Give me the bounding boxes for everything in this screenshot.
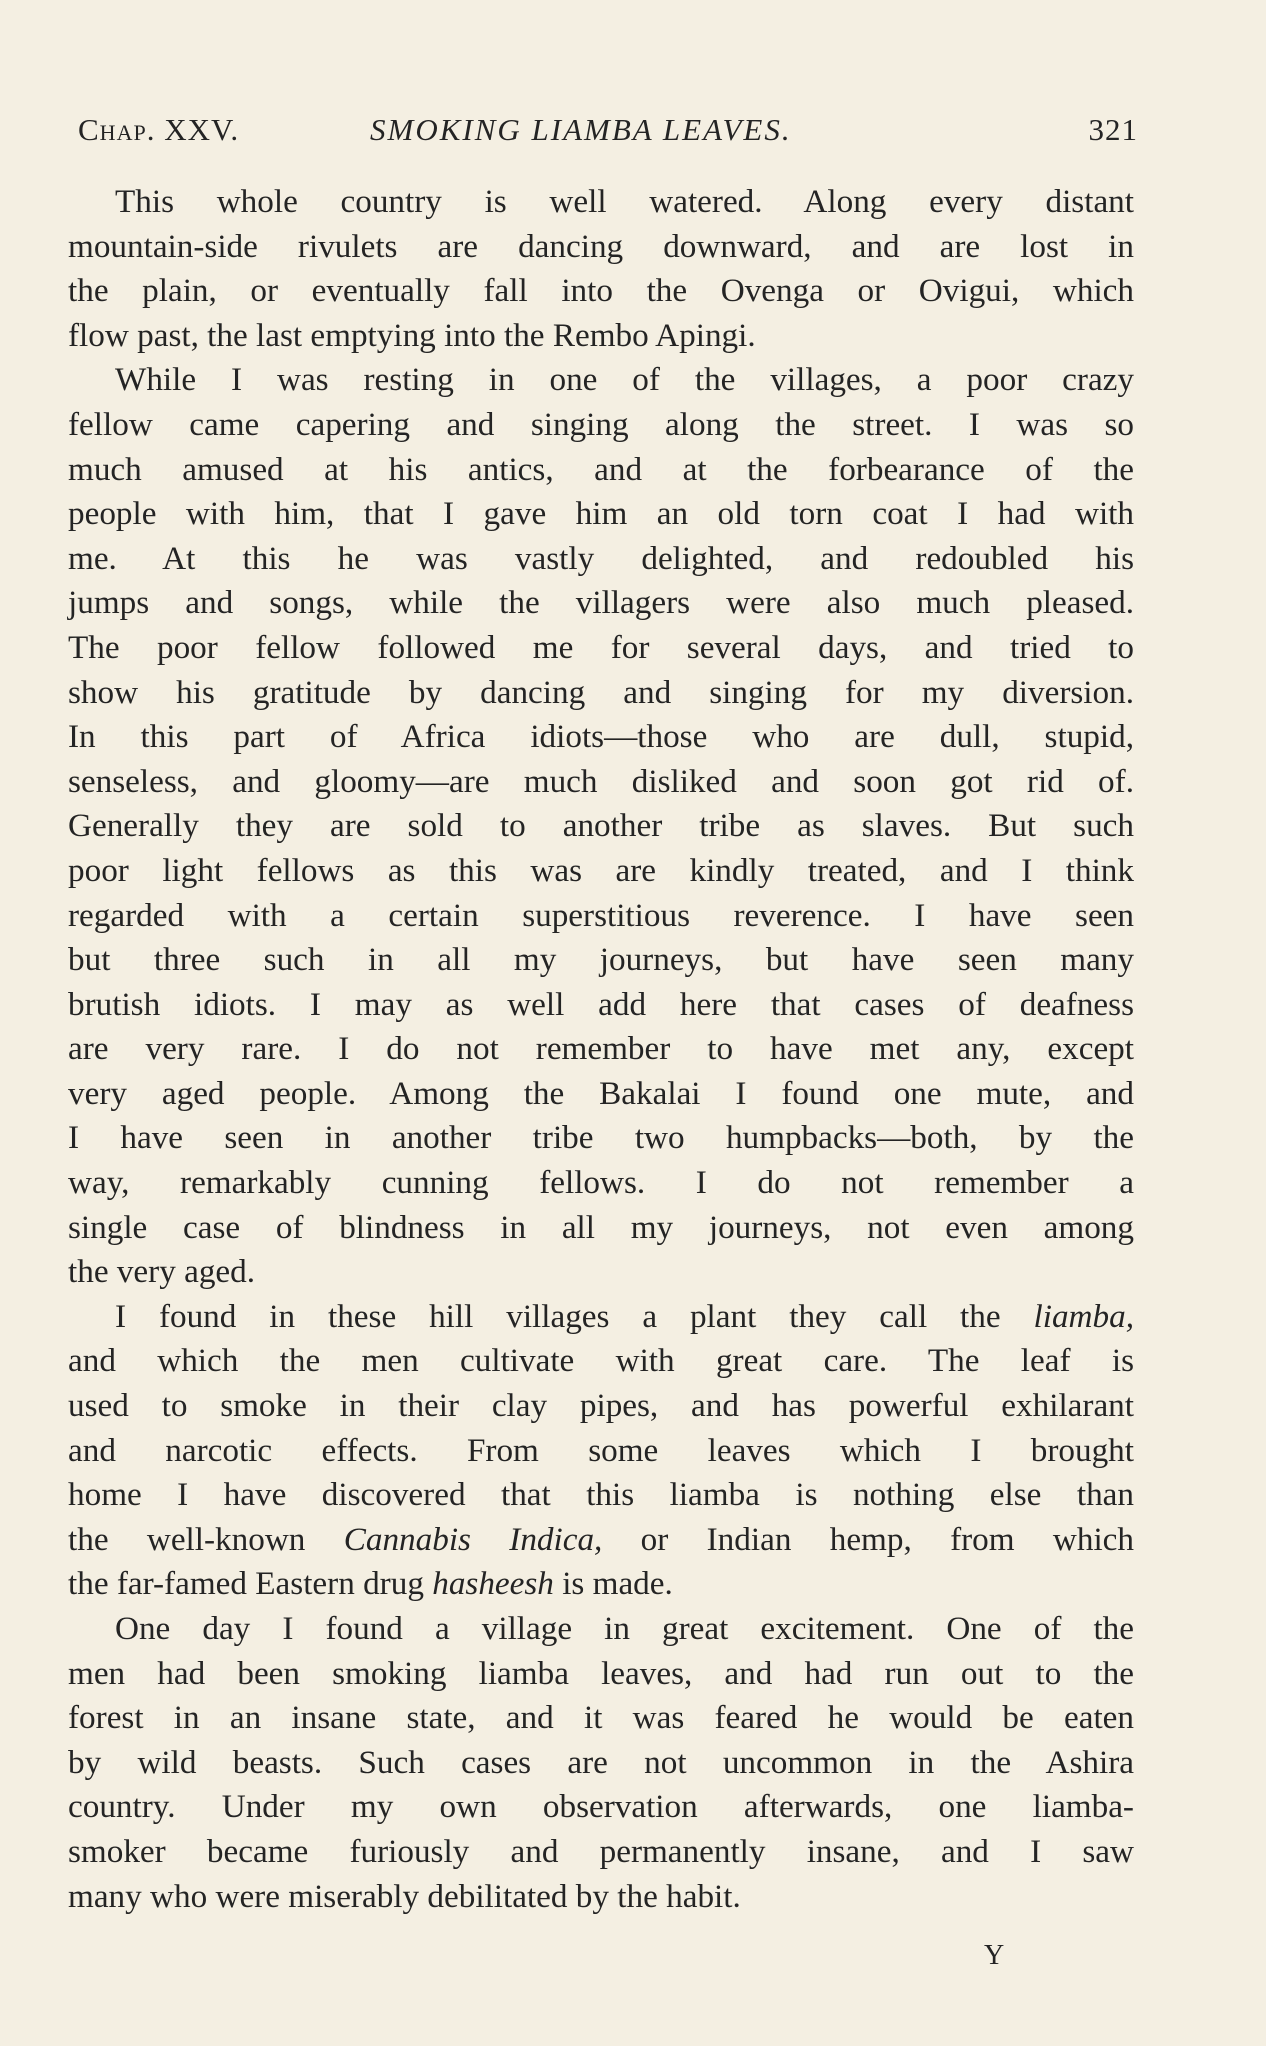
text-line: Generally they are sold to another tribe as slaves. But such [68, 807, 1134, 845]
text-line: and narcotic effects. From some leaves which I brought [68, 1431, 1134, 1469]
text-line: show his gratitude by dancing and singing for my diversion. [68, 673, 1134, 711]
signature-mark: Y [984, 1940, 1005, 1971]
italic-term: liamba, [1033, 1297, 1134, 1335]
text-line: home I have discovered that this liamba is nothing else than [68, 1476, 1134, 1514]
text-segment: I found in these hill villages a plant they call the [115, 1297, 1034, 1335]
text-line [68, 1295, 1134, 1340]
text-line [68, 1562, 1134, 1607]
text-line: forest in an insane state, and it was feared he would be eaten [68, 1699, 1134, 1737]
text-segment: is made. [553, 1565, 673, 1603]
text-line: regarded with a certain superstitious reverence. I have seen [68, 896, 1134, 934]
italic-term: hasheesh [432, 1565, 554, 1603]
text-line: used to smoke in their clay pipes, and has powerful exhilarant [68, 1387, 1134, 1425]
text-segment: the far-famed Eastern drug [68, 1565, 433, 1603]
text-line: This whole country is well watered. Along every distant [115, 183, 1134, 220]
text-line: fellow came capering and singing along the street. I was so [68, 405, 1134, 443]
running-header [78, 112, 1138, 152]
text-line: men had been smoking liamba leaves, and had run out to the [68, 1654, 1134, 1692]
text-line: much amused at his antics, and at the forbearance of the [68, 450, 1134, 488]
text-line: but three such in all my journeys, but have seen many [68, 941, 1134, 979]
italic-term: Cannabis Indica, [343, 1520, 603, 1558]
text-line: poor light fellows as this was are kindly treated, and I think [68, 851, 1134, 889]
text-line: the plain, or eventually fall into the Ovenga or Ovigui, which [68, 272, 1134, 310]
text-line: country. Under my own observation afterwards, one liamba- [68, 1788, 1134, 1826]
text-line: very aged people. Among the Bakalai I found one mute, and [68, 1074, 1134, 1112]
text-line: I have seen in another tribe two humpbacks—both, by the [68, 1119, 1134, 1157]
body-text [68, 180, 1134, 1919]
text-segment: or Indian hemp, from which [602, 1520, 1135, 1558]
text-line: jumps and songs, while the villagers were also much pleased. [68, 584, 1134, 622]
text-line: brutish idiots. I may as well add here that cases of deafness [68, 985, 1134, 1023]
text-line: In this part of Africa idiots—those who are dull, stupid, [68, 718, 1134, 756]
text-line: mountain-side rivulets are dancing downward, and are lost in [68, 227, 1134, 265]
text-segment: the well-known [68, 1520, 344, 1558]
text-line: flow past, the last emptying into the Rembo Apingi. [68, 316, 756, 354]
running-title: SMOKING LIAMBA LEAVES. [370, 112, 792, 147]
text-line: me. At this he was vastly delighted, and redoubled his [68, 539, 1134, 577]
text-line: and which the men cultivate with great care. The leaf is [68, 1342, 1134, 1380]
text-line: by wild beasts. Such cases are not uncommon in the Ashira [68, 1743, 1134, 1781]
text-line: single case of blindness in all my journeys, not even among [68, 1208, 1134, 1246]
text-line: One day I found a village in great excitement. One of the [115, 1610, 1134, 1647]
text-line: way, remarkably cunning fellows. I do not remember a [68, 1164, 1134, 1202]
text-line: senseless, and gloomy—are much disliked and soon got rid of. [68, 762, 1134, 800]
chapter-label: Chap. XXV. [78, 112, 240, 147]
text-line: While I was resting in one of the villages, a poor crazy [115, 361, 1134, 399]
text-line: the very aged. [68, 1253, 256, 1291]
text-line: many who were miserably debilitated by the habit. [68, 1877, 741, 1915]
text-line: people with him, that I gave him an old torn coat I had with [68, 495, 1134, 533]
text-line: The poor fellow followed me for several days, and tried to [68, 628, 1134, 666]
text-line: smoker became furiously and permanently insane, and I saw [68, 1832, 1134, 1870]
text-line [68, 1518, 1134, 1563]
text-line: are very rare. I do not remember to have met any, except [68, 1030, 1134, 1068]
page-number: 321 [1088, 112, 1138, 147]
